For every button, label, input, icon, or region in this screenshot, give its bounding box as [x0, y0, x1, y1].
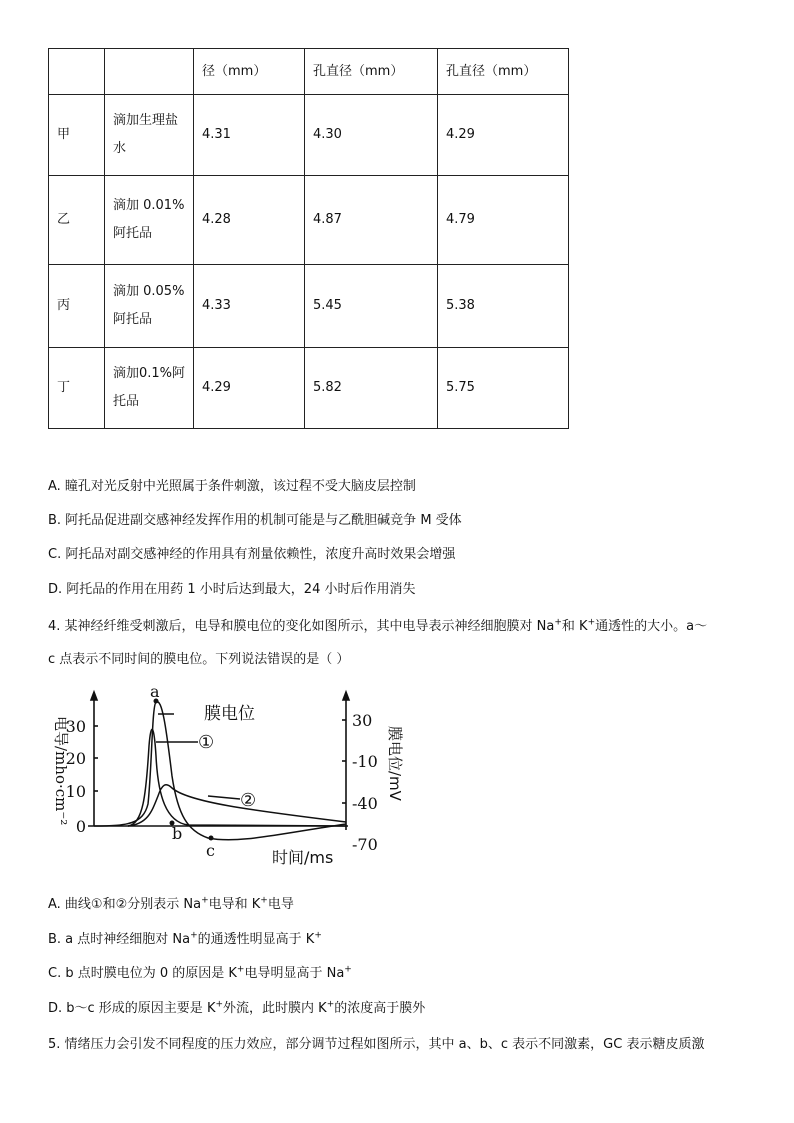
question-5-stem: 5. 情绪压力会引发不同程度的压力效应，部分调节过程如图所示，其中 a、b、c 表示不同激素，GC 表示糖皮质激 — [48, 1037, 705, 1052]
header-cell: 孔直径（mm） — [438, 49, 569, 95]
superscript: + — [344, 964, 352, 975]
treatment-line: 阿托品 — [113, 312, 153, 327]
option-b: B. 阿托品促进副交感神经发挥作用的机制可能是与乙酰胆碱竞争 M 受体 — [48, 513, 462, 528]
superscript: + — [236, 964, 245, 975]
option-text: 电导明显高于 Na — [244, 966, 345, 981]
header-cell — [105, 49, 194, 95]
value-cell: 4.31 — [194, 95, 305, 176]
point-b-label: b — [172, 824, 183, 843]
value-cell: 5.38 — [438, 265, 569, 348]
left-axis-label: 电导/mho·cm⁻² — [52, 716, 70, 826]
right-axis-label: 膜电位/mV — [386, 726, 404, 801]
value-cell: 4.28 — [194, 176, 305, 265]
option-text: 外流，此时膜内 K — [223, 1001, 327, 1016]
point-c-label: c — [206, 841, 215, 860]
treatment-cell — [105, 95, 194, 176]
table-row — [49, 95, 569, 176]
option-text: A. 曲线①和②分别表示 Na — [48, 897, 202, 912]
header-cell — [49, 49, 105, 95]
curve-2 — [128, 785, 346, 826]
group-cell: 丙 — [49, 265, 105, 348]
superscript: + — [260, 895, 268, 906]
point-a-label: a — [150, 686, 160, 701]
q4-option-d — [48, 997, 425, 1016]
treatment-line: 滴加 0.01% — [113, 198, 185, 213]
treatment-cell — [105, 348, 194, 429]
option-text: B. a 点时神经细胞对 Na — [48, 932, 191, 947]
treatment-line: 托品 — [113, 394, 140, 409]
superscript: + — [314, 930, 322, 941]
header-cell: 径（mm） — [194, 49, 305, 95]
left-axis-arrow — [91, 692, 97, 700]
x-axis-label: 时间/ms — [272, 848, 334, 867]
q4-option-a — [48, 893, 294, 912]
value-cell: 5.82 — [305, 348, 438, 429]
treatment-line: 滴加 0.05% — [113, 284, 185, 299]
left-tick-label: 20 — [65, 749, 86, 768]
option-text: 的浓度高于膜外 — [334, 1001, 426, 1016]
value-cell: 4.29 — [194, 348, 305, 429]
option-text: 电导和 K — [208, 897, 261, 912]
superscript: + — [190, 930, 198, 941]
group-cell: 丁 — [49, 348, 105, 429]
q4-option-b — [48, 928, 322, 947]
q4-option-c — [48, 962, 352, 981]
leader-line — [208, 796, 240, 799]
legend-curve-1: ① — [198, 732, 215, 753]
question-4-stem — [48, 615, 707, 634]
results-table — [48, 48, 569, 429]
right-axis-arrow — [343, 692, 349, 700]
value-cell: 5.75 — [438, 348, 569, 429]
table-row — [49, 348, 569, 429]
option-d: D. 阿托品的作用在用药 1 小时后达到最大，24 小时后作用消失 — [48, 582, 416, 597]
stem-text: 通透性的大小。a～ — [595, 619, 708, 634]
treatment-line: 阿托品 — [113, 226, 153, 241]
right-tick-label: -10 — [352, 752, 378, 771]
right-tick-label: -70 — [352, 835, 378, 854]
group-cell: 甲 — [49, 95, 105, 176]
value-cell: 4.33 — [194, 265, 305, 348]
stem-text: 4. 某神经纤维受刺激后，电导和膜电位的变化如图所示，其中电导表示神经细胞膜对 Na — [48, 619, 555, 634]
treatment-line: 滴加生理盐 — [113, 113, 179, 128]
left-tick-label: 10 — [65, 782, 86, 801]
option-text: D. b～c 形成的原因主要是 K — [48, 1001, 216, 1016]
superscript: + — [201, 895, 209, 906]
superscript: + — [215, 999, 224, 1010]
table-row — [49, 265, 569, 348]
question-4-stem-line2: c 点表示不同时间的膜电位。下列说法错误的是（ ） — [48, 652, 350, 667]
value-cell: 5.45 — [305, 265, 438, 348]
superscript: + — [587, 617, 596, 628]
legend-membrane-potential: 膜电位 — [204, 704, 255, 724]
treatment-line: 水 — [113, 141, 127, 156]
treatment-cell — [105, 265, 194, 348]
option-c: C. 阿托品对副交感神经的作用具有剂量依赖性，浓度升高时效果会增强 — [48, 547, 456, 562]
option-a: A. 瞳孔对光反射中光照属于条件刺激，该过程不受大脑皮层控制 — [48, 479, 416, 494]
point-c-marker — [209, 836, 214, 841]
stem-text: 和 K — [561, 619, 588, 634]
table-row — [49, 176, 569, 265]
table-header-row — [49, 49, 569, 95]
conductance-potential-chart — [48, 686, 408, 868]
option-text: 电导 — [267, 897, 294, 912]
option-text: 的通透性明显高于 K — [197, 932, 315, 947]
value-cell: 4.30 — [305, 95, 438, 176]
superscript: + — [326, 999, 335, 1010]
treatment-line: 滴加0.1%阿 — [113, 366, 186, 381]
group-cell: 乙 — [49, 176, 105, 265]
curve-1 — [128, 729, 346, 826]
value-cell: 4.87 — [305, 176, 438, 265]
header-cell: 孔直径（mm） — [305, 49, 438, 95]
option-text: C. b 点时膜电位为 0 的原因是 K — [48, 966, 237, 981]
value-cell: 4.79 — [438, 176, 569, 265]
left-tick-label: 0 — [75, 817, 86, 836]
left-tick-label: 30 — [65, 717, 86, 736]
right-tick-label: -40 — [352, 794, 378, 813]
right-tick-label: 30 — [352, 711, 373, 730]
treatment-cell — [105, 176, 194, 265]
superscript: + — [554, 617, 562, 628]
value-cell: 4.29 — [438, 95, 569, 176]
legend-curve-2: ② — [240, 790, 257, 811]
